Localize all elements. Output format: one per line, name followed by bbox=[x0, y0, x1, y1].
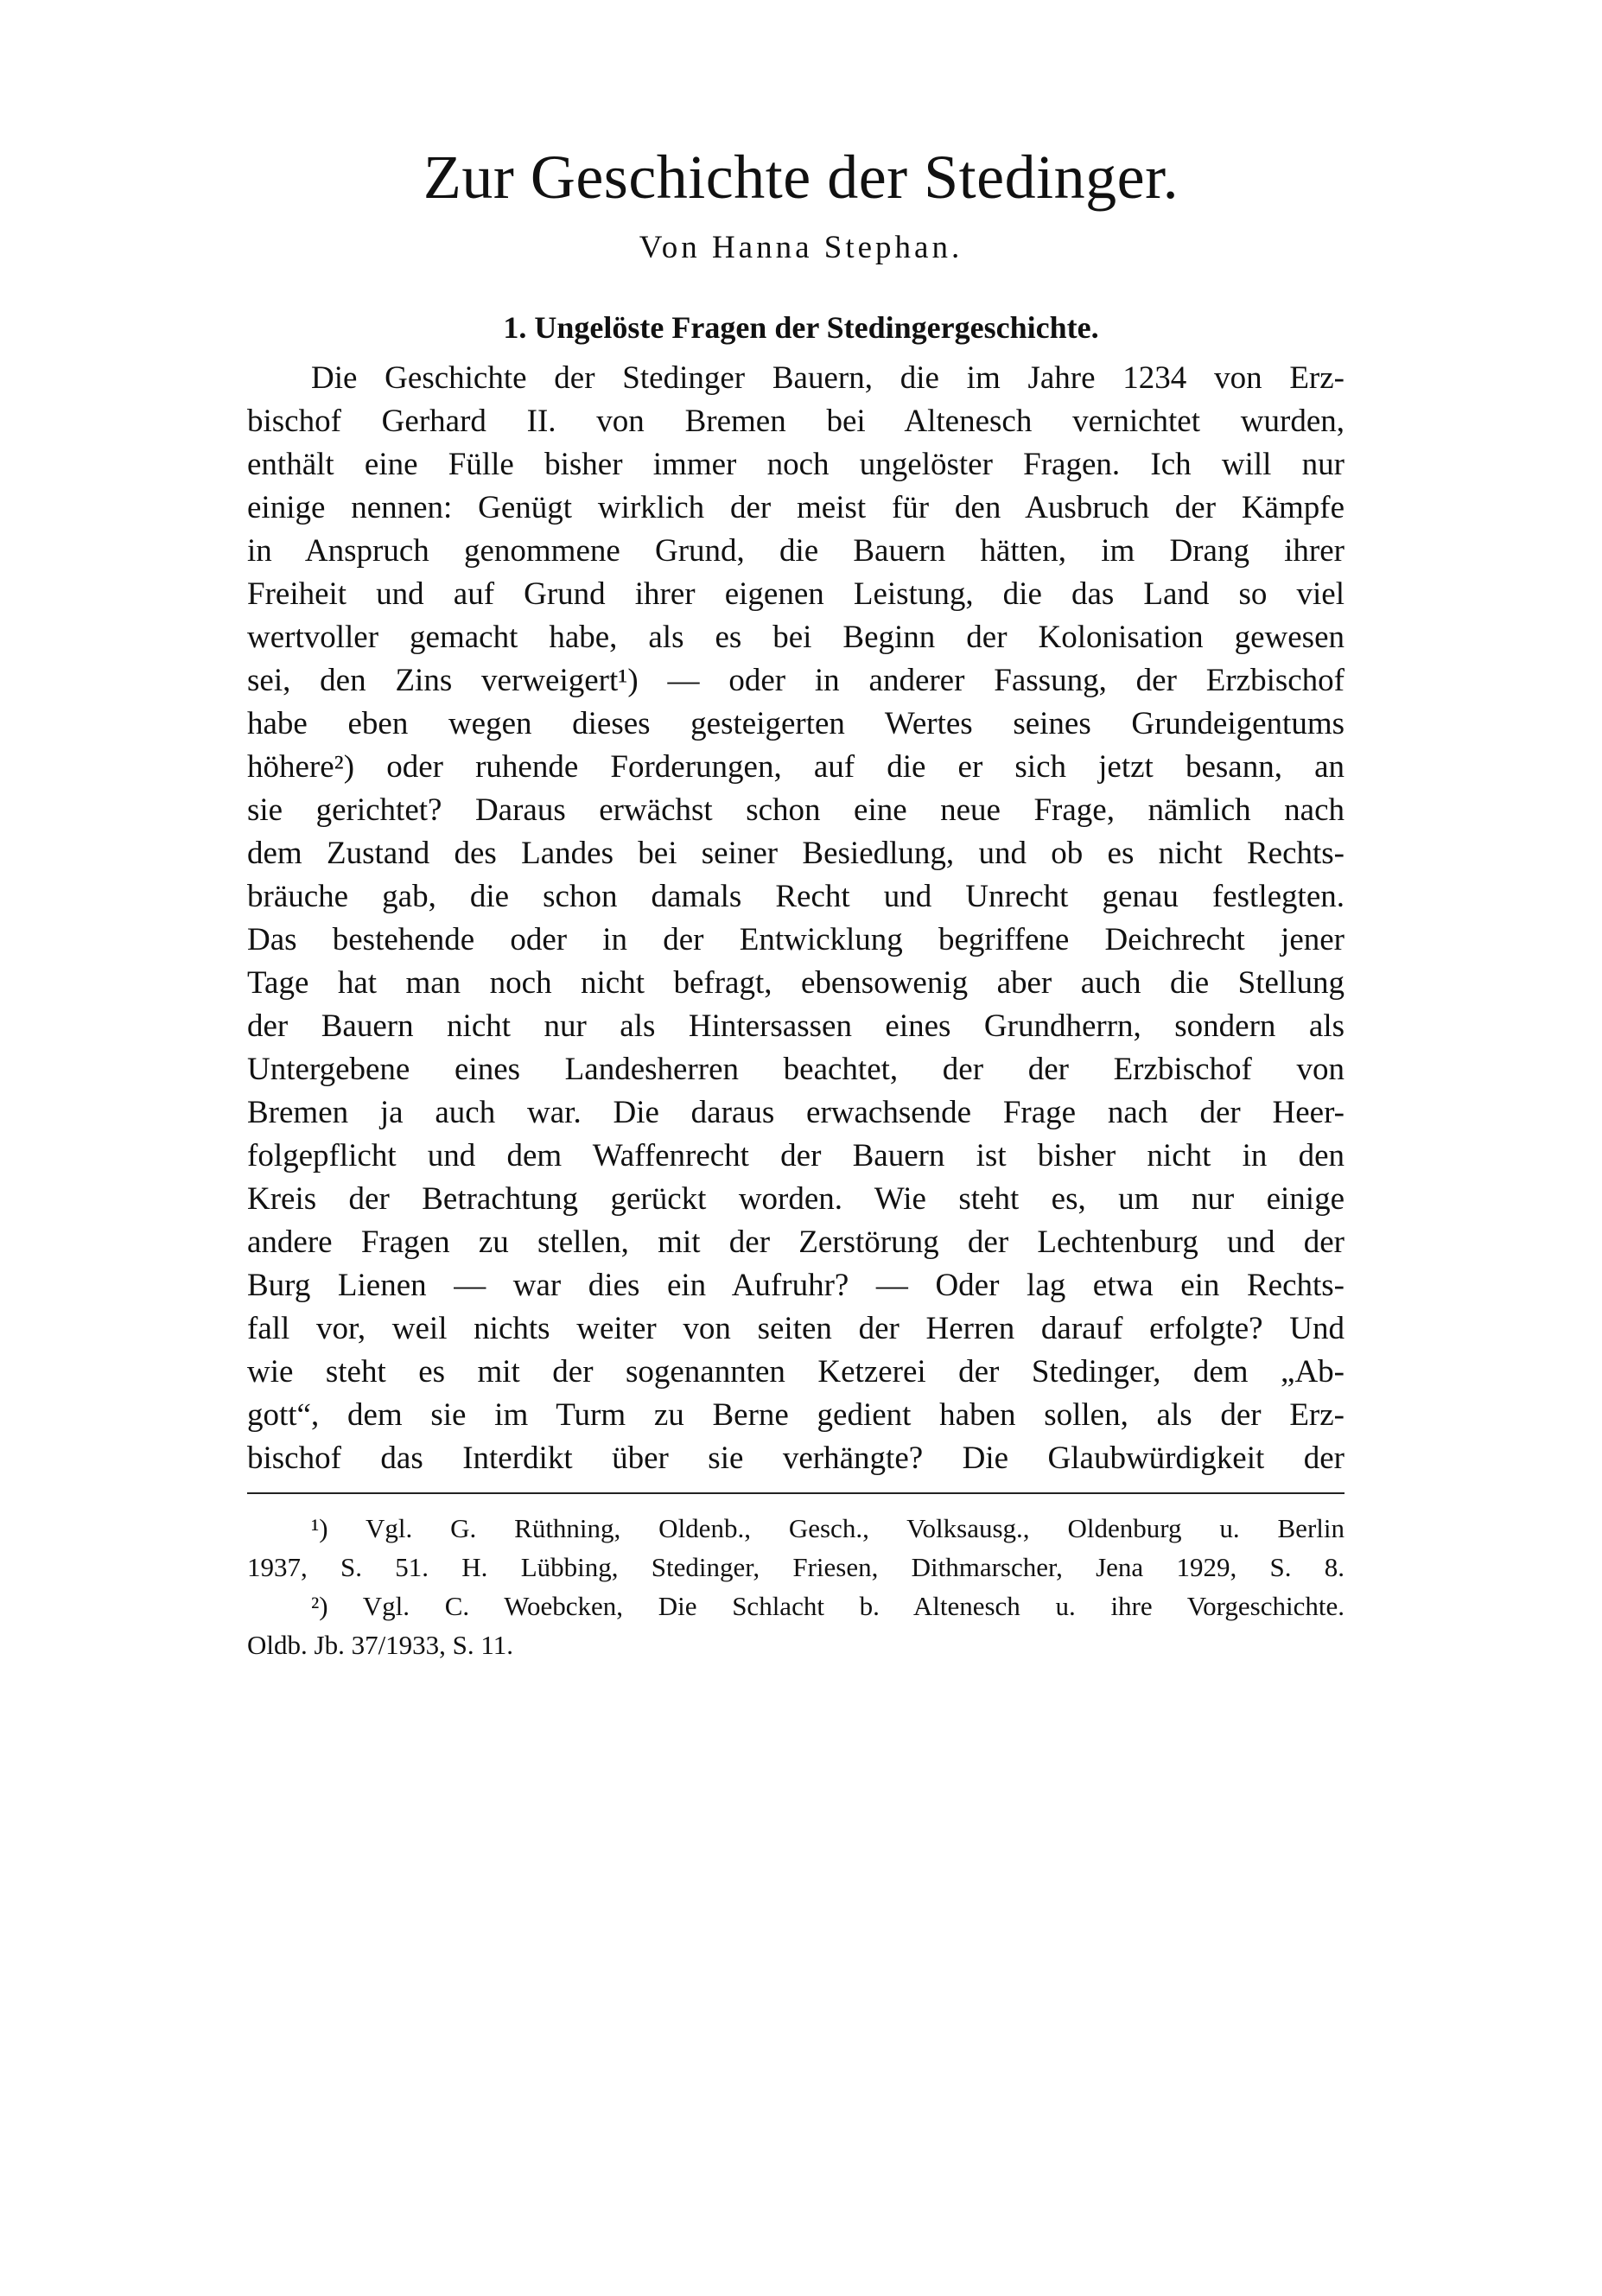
body-line: Die Geschichte der Stedinger Bauern, die im Jahre 1234 von Erz- bbox=[311, 360, 1345, 396]
footnote-line: ²) Vgl. C. Woebcken, Die Schlacht b. Altenesch u. ihre Vorgeschichte. bbox=[311, 1591, 1345, 1621]
body-line: sie gerichtet? Daraus erwächst schon eine neue Frage, nämlich nach bbox=[247, 792, 1345, 828]
body-line: sei, den Zins verweigert¹) — oder in anderer Fassung, der Erzbischof bbox=[247, 663, 1345, 698]
body-line: in Anspruch genommene Grund, die Bauern hätten, im Drang ihrer bbox=[247, 533, 1345, 569]
body-line: gott“, dem sie im Turm zu Berne gedient haben sollen, als der Erz- bbox=[247, 1397, 1345, 1433]
body-line: Freiheit und auf Grund ihrer eigenen Leistung, die das Land so viel bbox=[247, 576, 1345, 612]
body-line: folgepflicht und dem Waffenrecht der Bauern ist bisher nicht in den bbox=[247, 1138, 1345, 1173]
body-line: enthält eine Fülle bisher immer noch ungelöster Fragen. Ich will nur bbox=[247, 447, 1345, 482]
body-line: wertvoller gemacht habe, als es bei Beginn der Kolonisation gewesen bbox=[247, 620, 1345, 655]
body-line: habe eben wegen dieses gesteigerten Wertes seines Grundeigentums bbox=[247, 706, 1345, 741]
article-author: Von Hanna Stephan. bbox=[639, 230, 963, 265]
article-title: Zur Geschichte der Stedinger. bbox=[423, 143, 1179, 212]
body-line: Kreis der Betrachtung gerückt worden. Wie steht es, um nur einige bbox=[247, 1181, 1345, 1217]
body-line: bischof das Interdikt über sie verhängte? Die Glaubwürdigkeit der bbox=[247, 1441, 1345, 1476]
body-line: fall vor, weil nichts weiter von seiten der Herren darauf erfolgte? Und bbox=[247, 1311, 1345, 1346]
body-line: der Bauern nicht nur als Hintersassen eines Grundherrn, sondern als bbox=[247, 1008, 1345, 1044]
body-line: bräuche gab, die schon damals Recht und Unrecht genau festlegten. bbox=[247, 879, 1345, 914]
body-line: andere Fragen zu stellen, mit der Zerstörung der Lechtenburg und der bbox=[247, 1224, 1345, 1260]
body-line: Burg Lienen — war dies ein Aufruhr? — Oder lag etwa ein Rechts- bbox=[247, 1268, 1345, 1303]
section-heading: 1. Ungelöste Fragen der Stedingergeschichte. bbox=[503, 310, 1099, 345]
footnote-divider bbox=[247, 1492, 1345, 1494]
body-line: Tage hat man noch nicht befragt, ebensowenig aber auch die Stellung bbox=[247, 965, 1345, 1001]
body-line: wie steht es mit der sogenannten Ketzerei der Stedinger, dem „Ab- bbox=[247, 1354, 1345, 1390]
footnotes bbox=[247, 1509, 1345, 1664]
footnote-line: 1937, S. 51. H. Lübbing, Stedinger, Friesen, Dithmarscher, Jena 1929, S. 8. bbox=[247, 1552, 1345, 1582]
body-text bbox=[247, 357, 1345, 1480]
body-line: Das bestehende oder in der Entwicklung begriffene Deichrecht jener bbox=[247, 922, 1345, 957]
body-line: dem Zustand des Landes bei seiner Besiedlung, und ob es nicht Rechts- bbox=[247, 836, 1345, 871]
body-line: Untergebene eines Landesherren beachtet, der der Erzbischof von bbox=[247, 1052, 1345, 1087]
body-line: bischof Gerhard II. von Bremen bei Altenesch vernichtet wurden, bbox=[247, 404, 1345, 439]
body-line: höhere²) oder ruhende Forderungen, auf die er sich jetzt besann, an bbox=[247, 749, 1345, 785]
body-line: Bremen ja auch war. Die daraus erwachsende Frage nach der Heer- bbox=[247, 1095, 1345, 1130]
body-line: einige nennen: Genügt wirklich der meist für den Ausbruch der Kämpfe bbox=[247, 490, 1345, 525]
footnote-line: ¹) Vgl. G. Rüthning, Oldenb., Gesch., Volksausg., Oldenburg u. Berlin bbox=[311, 1513, 1345, 1543]
footnote-line: Oldb. Jb. 37/1933, S. 11. bbox=[247, 1630, 514, 1660]
